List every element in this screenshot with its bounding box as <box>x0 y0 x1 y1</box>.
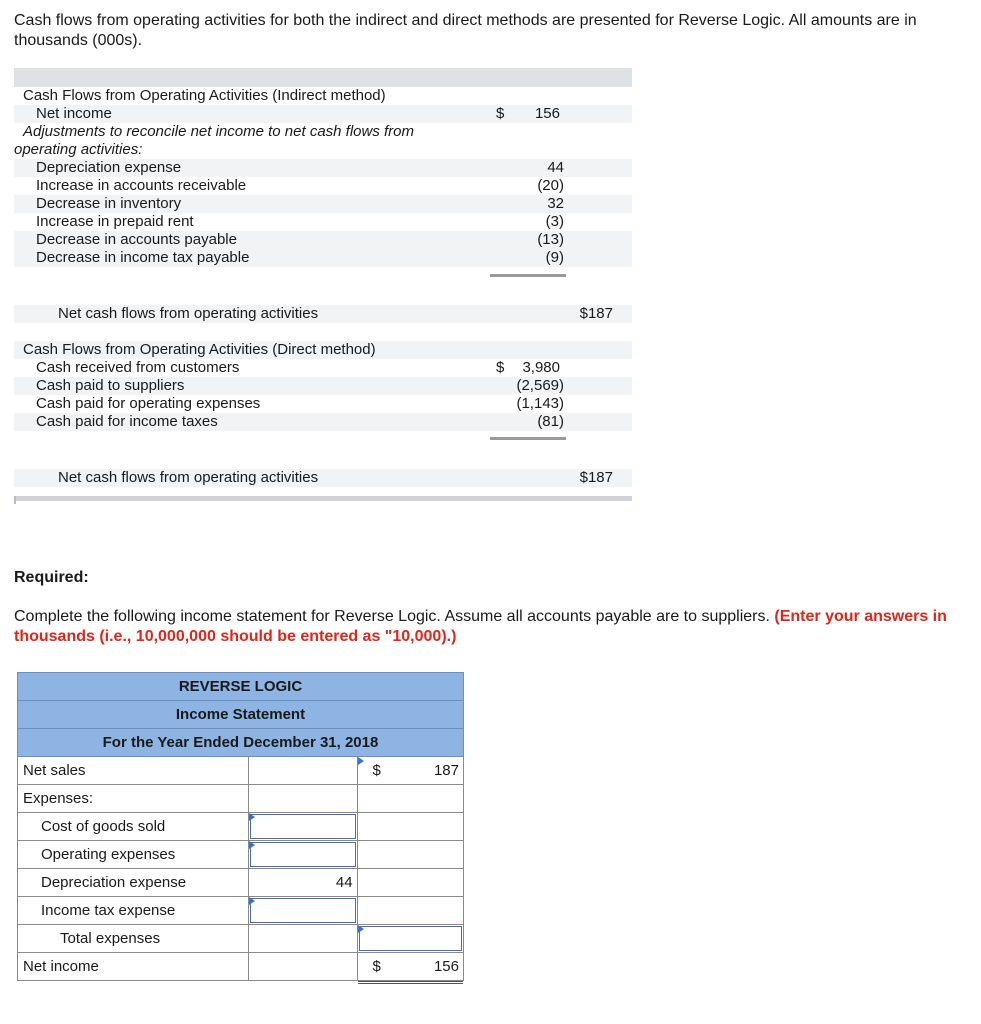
list-item: Cash received from customers $ 3,980 <box>36 359 560 376</box>
dollar-sign: $ <box>496 105 505 122</box>
subtotal-rule <box>490 274 566 277</box>
cogs-label: Cost of goods sold <box>18 813 249 841</box>
tax-label: Income tax expense <box>18 897 249 925</box>
list-item: Decrease in inventory 32 <box>36 195 564 212</box>
expenses-label: Expenses: <box>18 785 249 813</box>
table-row <box>18 785 464 813</box>
adjustments-heading-cont: operating activities: <box>14 141 143 158</box>
cash-flow-statement <box>14 68 632 504</box>
list-item: Decrease in income tax payable (9) <box>36 249 564 266</box>
company-name: REVERSE LOGIC <box>18 673 464 701</box>
table-row <box>18 869 464 897</box>
table-row <box>18 897 464 925</box>
table-row <box>18 925 464 953</box>
table-row <box>18 757 464 785</box>
net-income-cell: $ 156 <box>357 953 463 981</box>
depreciation-value[interactable]: 44 <box>335 874 353 891</box>
direct-total-row <box>14 469 632 487</box>
list-item: Depreciation expense 44 <box>36 159 564 176</box>
depreciation-label: Depreciation expense <box>18 869 249 897</box>
total-expenses-input[interactable] <box>359 926 462 951</box>
list-item: Increase in prepaid rent (3) <box>36 213 564 230</box>
total-expenses-cell <box>357 925 463 953</box>
indirect-title-row <box>14 87 632 105</box>
total-value: $187 <box>579 305 613 322</box>
direct-title: Cash Flows from Operating Activities (Direct method) <box>23 341 376 358</box>
total-value: $187 <box>579 469 613 486</box>
table-row <box>18 813 464 841</box>
double-underline <box>358 981 463 984</box>
input-marker-icon <box>249 897 255 905</box>
table-row <box>18 953 464 981</box>
depreciation-cell <box>249 869 357 897</box>
input-marker-icon <box>358 925 364 933</box>
total-label: Net cash flows from operating activities <box>58 469 319 486</box>
opex-input[interactable] <box>250 842 355 867</box>
indirect-title: Cash Flows from Operating Activities (Indirect method) <box>23 87 386 104</box>
net-sales-cell: $ 187 <box>357 757 463 785</box>
total-expenses-label: Total expenses <box>18 925 249 953</box>
opex-label: Operating expenses <box>18 841 249 869</box>
list-item: Increase in accounts receivable (20) <box>36 177 564 194</box>
input-marker-icon <box>249 841 255 849</box>
statement-title: Income Statement <box>18 701 464 729</box>
income-statement-table <box>17 672 464 981</box>
list-item: Cash paid for income taxes (81) <box>36 413 564 430</box>
net-sales-input[interactable]: 187 <box>433 762 459 779</box>
subtotal-rule <box>490 437 566 440</box>
table-top-bar <box>14 68 632 87</box>
table-row <box>18 841 464 869</box>
statement-period: For the Year Ended December 31, 2018 <box>18 729 464 757</box>
table-bottom-bar <box>14 496 632 501</box>
cogs-cell <box>249 813 357 841</box>
net-income-label: Net income <box>18 953 249 981</box>
net-sales-label: Net sales <box>18 757 249 785</box>
list-item: Decrease in accounts payable (13) <box>36 231 564 248</box>
list-item: Cash paid to suppliers (2,569) <box>36 377 564 394</box>
indirect-net-income-row <box>14 105 632 123</box>
adjustments-heading: Adjustments to reconcile net income to net cash flows from <box>23 123 415 140</box>
net-income-label: Net income <box>36 105 112 122</box>
instruction-text: Complete the following income statement for Reverse Logic. Assume all accounts payable are to suppliers. (Enter your answers in thousands (i.e., 10,000,000 should be entered as "10,000).) <box>14 608 947 645</box>
net-income-value: 156 <box>534 105 560 122</box>
opex-cell <box>249 841 357 869</box>
instruction-note: (Enter your answers in thousands (i.e., 10,000,000 should be entered as "10,000).) <box>14 608 947 645</box>
cogs-input[interactable] <box>250 814 355 839</box>
intro-text: Cash flows from operating activities for both the indirect and direct methods are presented for Reverse Logic. All amounts are in thousands (000s). <box>14 12 917 49</box>
list-item: Cash paid for operating expenses (1,143) <box>36 395 564 412</box>
indirect-total-row <box>14 305 632 323</box>
input-marker-icon <box>358 757 364 765</box>
tax-cell <box>249 897 357 925</box>
direct-title-row <box>14 341 632 359</box>
total-label: Net cash flows from operating activities <box>58 305 319 322</box>
net-income-input[interactable]: 156 <box>433 958 459 975</box>
input-marker-icon <box>249 813 255 821</box>
tax-input[interactable] <box>250 898 355 923</box>
required-heading: Required: <box>14 569 89 586</box>
